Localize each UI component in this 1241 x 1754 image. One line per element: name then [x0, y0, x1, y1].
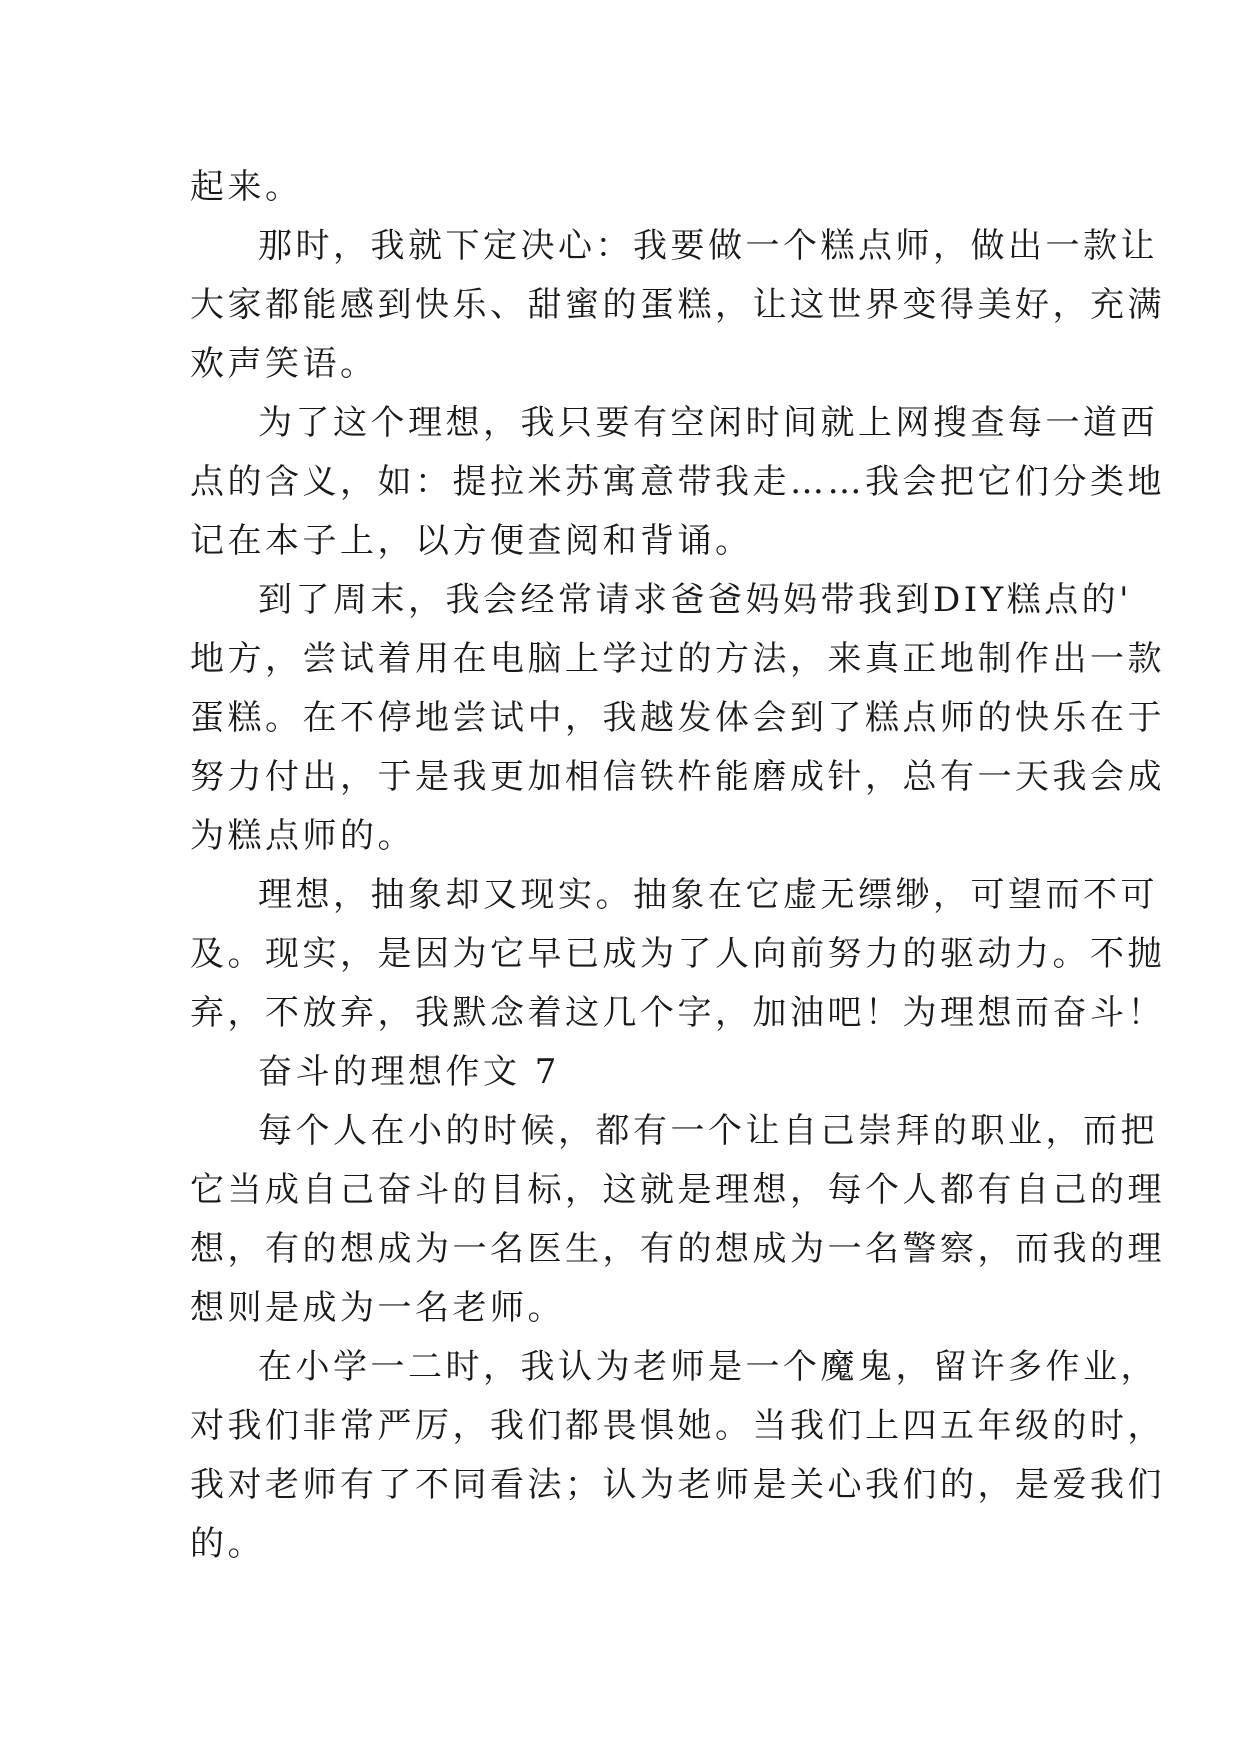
text-line: 弃，不放弃，我默念着这几个字，加油吧！为理想而奋斗！	[190, 993, 1165, 1033]
text-line: 想则是成为一名老师。	[190, 1288, 565, 1328]
text-line: 我对老师有了不同看法；认为老师是关心我们的，是爱我们	[190, 1465, 1165, 1505]
text-line: 记在本子上，以方便查阅和背诵。	[190, 521, 753, 561]
text-line: 为了这个理想，我只要有空闲时间就上网搜查每一道西	[258, 403, 1158, 443]
text-line: 为糕点师的。	[190, 816, 415, 856]
text-line: 理想，抽象却又现实。抽象在它虚无缥缈，可望而不可	[258, 875, 1158, 915]
text-line: 蛋糕。在不停地尝试中，我越发体会到了糕点师的快乐在于	[190, 698, 1165, 738]
text-line: 点的含义，如：提拉米苏寓意带我走……我会把它们分类地	[190, 462, 1165, 502]
text-line: 在小学一二时，我认为老师是一个魔鬼，留许多作业，	[258, 1347, 1158, 1387]
text-line: 每个人在小的时候，都有一个让自己崇拜的职业，而把	[258, 1111, 1158, 1151]
section-heading: 奋斗的理想作文 7	[258, 1052, 560, 1092]
text-line: 对我们非常严厉，我们都畏惧她。当我们上四五年级的时，	[190, 1406, 1165, 1446]
text-line: 及。现实，是因为它早已成为了人向前努力的驱动力。不抛	[190, 934, 1165, 974]
essay-text	[190, 158, 1165, 1574]
text-line: 那时，我就下定决心：我要做一个糕点师，做出一款让	[258, 226, 1158, 266]
text-line: 大家都能感到快乐、甜蜜的蛋糕，让这世界变得美好，充满	[190, 285, 1165, 325]
text-line: 到了周末，我会经常请求爸爸妈妈带我到DIY糕点的'	[258, 580, 1132, 620]
text-line: 的。	[190, 1524, 265, 1564]
text-line: 起来。	[190, 167, 303, 207]
text-line: 想，有的想成为一名医生，有的想成为一名警察，而我的理	[190, 1229, 1165, 1269]
text-line: 欢声笑语。	[190, 344, 378, 384]
text-line: 它当成自己奋斗的目标，这就是理想，每个人都有自己的理	[190, 1170, 1165, 1210]
text-line: 努力付出，于是我更加相信铁杵能磨成针，总有一天我会成	[190, 757, 1165, 797]
text-line: 地方，尝试着用在电脑上学过的方法，来真正地制作出一款	[190, 639, 1165, 679]
